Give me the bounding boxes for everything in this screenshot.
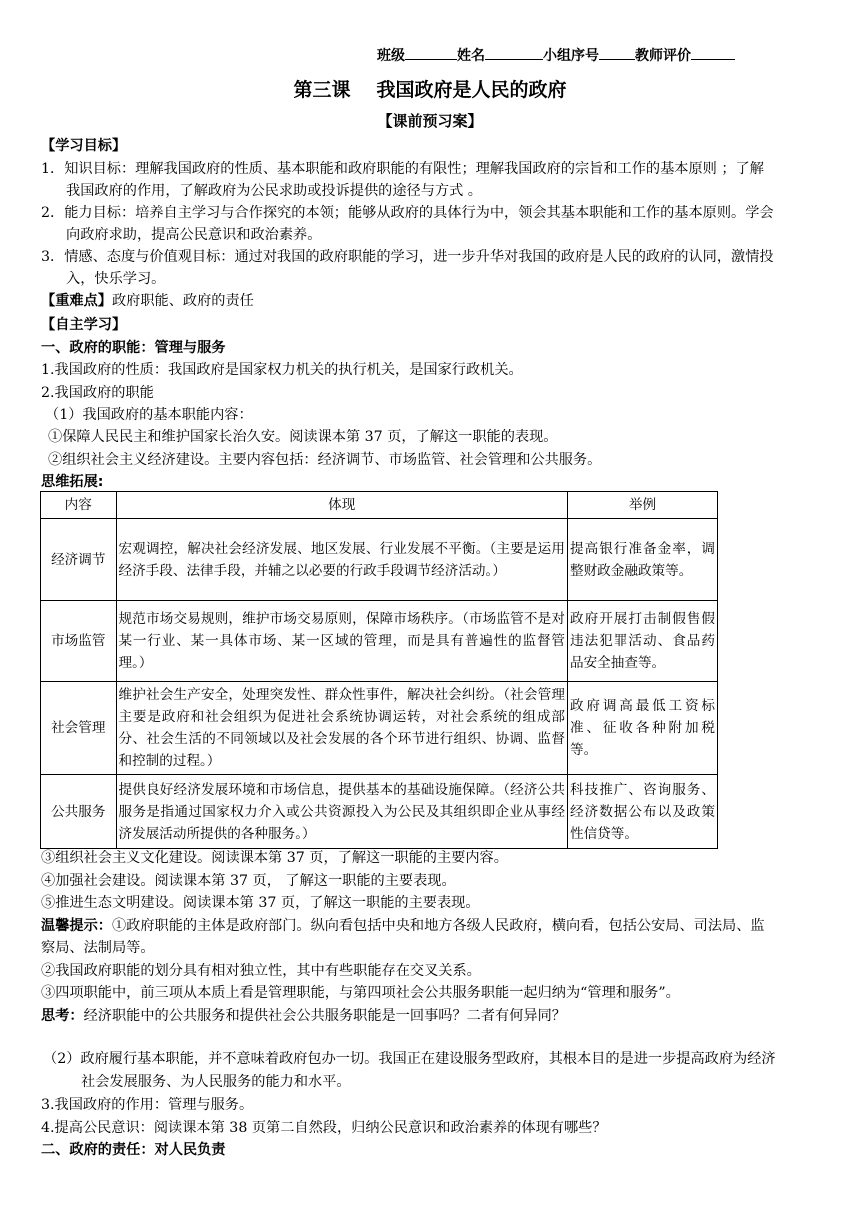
basic-functions-heading: （1）我国政府的基本职能内容： [45,407,253,423]
objective-1-line-1: 1．知识目标：理解我国政府的性质、基本职能和政府职能的有限性；理解我国政府的宗旨和工作的基本原则 ；了解 [41,161,764,177]
tip-1-line-2: 察局、法制局等。 [41,940,155,956]
table-cell-example: 政府调高最低工资标准、征收各种附加税等。 [567,682,717,775]
key-points [41,292,254,310]
function-4: ④加强社会建设。阅读课本第 37 页， 了解这一职能的主要表现。 [41,873,456,889]
section-1-title: 一、政府的职能：管理与服务 [41,340,226,356]
name-label: 姓名 [457,48,485,64]
objectives-heading: 【学习目标】 [41,138,127,154]
table-header-cell: 内容 [41,492,117,519]
service-gov-line-2: 社会发展服务、为人民服务的能力和水平。 [81,1074,351,1090]
function-1: ①保障人民民主和维护国家长治久安。阅读课本第 37 页，了解这一职能的表现。 [48,429,558,445]
table-row [41,519,718,601]
gov-nature: 1.我国政府的性质：我国政府是国家权力机关的执行机关，是国家行政机关。 [41,362,523,378]
table-cell-example: 科技推广、咨询服务、经济数据公布以及政策性信贷等。 [567,775,717,849]
function-5: ⑤推进生态文明建设。阅读课本第 37 页，了解这一职能的主要表现。 [41,895,480,911]
function-3: ③组织社会主义文化建设。阅读课本第 37 页，了解这一职能的主要内容。 [41,850,508,866]
objective-1-line-2: 我国政府的作用，了解政府为公民求助或投诉提供的途径与方式 。 [66,183,482,199]
table-cell-content: 市场监管 [41,601,117,682]
group-blank[interactable] [599,47,635,60]
table-cell-example: 提高银行准备金率，调整财政金融政策等。 [567,519,717,601]
objective-2-line-2: 向政府求助，提高公民意识和政治素养。 [66,227,322,243]
gov-role: 3.我国政府的作用：管理与服务。 [41,1097,254,1113]
group-label: 小组序号 [543,48,599,64]
key-points-label: 【重难点】 [41,293,112,309]
civic-awareness: 4.提高公民意识：阅读课本第 38 页第二自然段，归纳公民意识和政治素养的体现有哪些？ [41,1120,607,1136]
class-label: 班级 [377,48,405,64]
objective-2-line-1: 2．能力目标：培养自主学习与合作探究的本领；能够从政府的具体行为中，领会其基本职能和工作的基本原则。学会 [41,205,774,221]
economic-functions-table [40,491,718,849]
lesson-title [0,75,860,102]
table-row [41,775,718,849]
name-blank[interactable] [485,47,543,60]
class-blank[interactable] [405,47,457,60]
think-label: 思考： [41,1008,84,1024]
tip-3: ③四项职能中，前三项从本质上看是管理职能，与第四项社会公共服务职能一起归纳为“管理和服务”。 [41,985,680,1001]
table-cell-content: 公共服务 [41,775,117,849]
service-gov-line-1: （2）政府履行基本职能，并不意味着政府包办一切。我国正在建设服务型政府，其根本目的是进一步提高政府为经济 [43,1051,776,1067]
key-points-text: 政府职能、政府的责任 [111,293,254,309]
table-cell-manifestation: 维护社会生产安全，处理突发性、群众性事件，解决社会纠纷。（社会管理主要是政府和社会组织为促进社会系统协调运转，对社会系统的组成部分、社会生活的不同领域以及社会发展的各个环节进行组织、协调、监督和控制的过程。） [116,682,567,775]
table-cell-content: 社会管理 [41,682,117,775]
table-cell-manifestation: 规范市场交易规则，维护市场交易原则，保障市场秩序。（市场监管不是对某一行业、某一具体市场、某一区域的管理，而是具有普遍性的监督管理。） [116,601,567,682]
table-cell-content: 经济调节 [41,519,117,601]
expand-label: 思维拓展: [41,474,104,490]
tip-1-text: ①政府职能的主体是政府部门。纵向看包括中央和地方各级人民政府，横向看，包括公安局、司法局、监 [111,918,765,934]
eval-label: 教师评价 [635,48,691,64]
student-info-header [377,45,735,65]
lesson-number: 第三课 [293,79,351,101]
self-study-heading: 【自主学习】 [41,317,127,333]
function-2: ②组织社会主义经济建设。主要内容包括：经济调节、市场监管、社会管理和公共服务。 [48,452,602,468]
table-header-cell: 举例 [567,492,717,519]
section-2-title: 二、政府的责任：对人民负责 [41,1142,226,1158]
preview-subtitle: 【课前预习案】 [377,112,483,130]
table-cell-manifestation: 提供良好经济发展环境和市场信息，提供基本的基础设施保障。（经济公共服务是指通过国家权力介入或公共资源投入为公民及其组织即企业从事经济发展活动所提供的各种服务。） [116,775,567,849]
table-row [41,682,718,775]
table-header-row [41,492,718,519]
eval-blank[interactable] [691,47,735,60]
tip-1-line-1 [41,917,765,935]
tip-2: ②我国政府职能的划分具有相对独立性，其中有些职能存在交叉关系。 [41,963,481,979]
table-row [41,601,718,682]
table-cell-example: 政府开展打击制假售假违法犯罪活动、食品药品安全抽查等。 [567,601,717,682]
objective-3-line-1: 3．情感、态度与价值观目标：通过对我国的政府职能的学习，进一步升华对我国的政府是人民的政府的认同，激情投 [41,249,774,265]
lesson-topic: 我国政府是人民的政府 [376,79,567,101]
tip-label: 温馨提示： [41,918,112,934]
think-text: 经济职能中的公共服务和提供社会公共服务职能是一回事吗？二者有何异同？ [83,1008,566,1024]
objective-3-line-2: 入，快乐学习。 [66,271,166,287]
table-header-cell: 体现 [116,492,567,519]
think-question [41,1007,566,1025]
table-cell-manifestation: 宏观调控，解决社会经济发展、地区发展、行业发展不平衡。（主要是运用经济手段、法律手段，并辅之以必要的行政手段调节经济活动。） [116,519,567,601]
gov-functions-heading: 2.我国政府的职能 [41,385,154,401]
